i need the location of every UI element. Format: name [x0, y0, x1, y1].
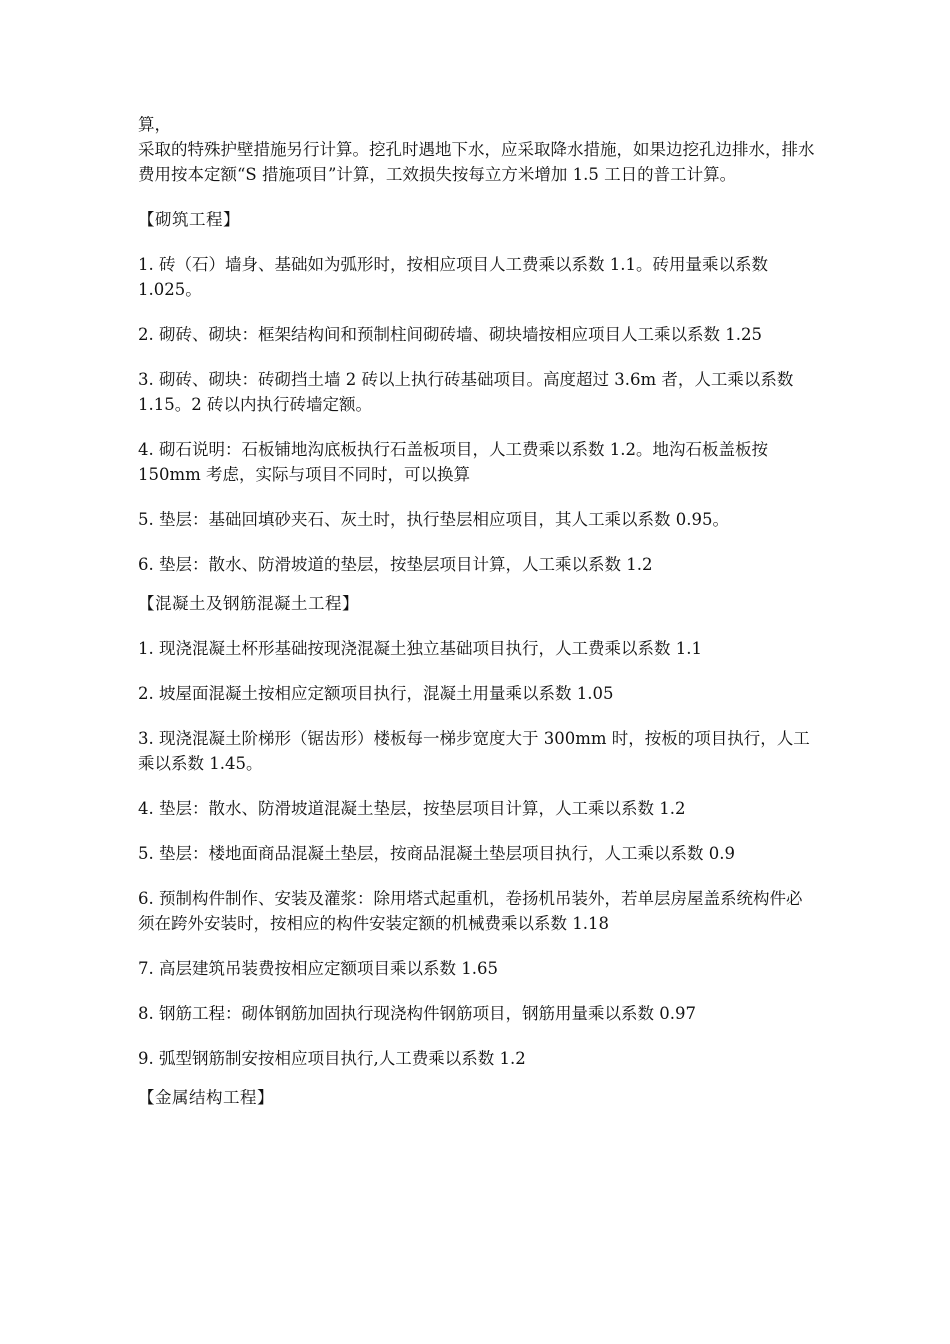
list-item: 5. 垫层：基础回填砂夹石、灰土时，执行垫层相应项目，其人工乘以系数 0.95。 [138, 510, 729, 529]
list-item: 3. 现浇混凝土阶梯形（锯齿形）楼板每一梯步宽度大于 300mm 时，按板的项目执行，人工乘以系数 1.45。 [138, 729, 810, 773]
list-item: 2. 砌砖、砌块：框架结构间和预制柱间砌砖墙、砌块墙按相应项目人工乘以系数 1.25 [138, 325, 762, 344]
list-item: 8. 钢筋工程：砌体钢筋加固执行现浇构件钢筋项目，钢筋用量乘以系数 0.97 [138, 1004, 696, 1023]
list-item: 7. 高层建筑吊装费按相应定额项目乘以系数 1.65 [138, 959, 498, 978]
section-heading-metal-structure: 【金属结构工程】 [138, 1088, 274, 1107]
list-item: 6. 预制构件制作、安装及灌浆：除用塔式起重机，卷扬机吊装外，若单层房屋盖系统构件必须在跨外安装时，按相应的构件安装定额的机械费乘以系数 1.18 [138, 889, 803, 933]
section-heading-concrete: 【混凝土及钢筋混凝土工程】 [138, 594, 359, 613]
list-item: 6. 垫层：散水、防滑坡道的垫层，按垫层项目计算，人工乘以系数 1.2 [138, 555, 653, 574]
intro-line-continuation: 算， [138, 115, 171, 134]
section-heading-masonry: 【砌筑工程】 [138, 210, 240, 229]
list-item: 4. 垫层：散水、防滑坡道混凝土垫层，按垫层项目计算，人工乘以系数 1.2 [138, 799, 686, 818]
list-item: 9. 弧型钢筋制安按相应项目执行,人工费乘以系数 1.2 [138, 1049, 526, 1068]
list-item: 3. 砌砖、砌块：砖砌挡土墙 2 砖以上执行砖基础项目。高度超过 3.6m 者，人工乘以系数 1.15。2 砖以内执行砖墙定额。 [138, 370, 794, 414]
list-item: 2. 坡屋面混凝土按相应定额项目执行，混凝土用量乘以系数 1.05 [138, 684, 614, 703]
document-body [138, 112, 818, 1110]
list-item: 5. 垫层：楼地面商品混凝土垫层，按商品混凝土垫层项目执行，人工乘以系数 0.9 [138, 844, 735, 863]
intro-paragraph: 采取的特殊护壁措施另行计算。挖孔时遇地下水，应采取降水措施，如果边挖孔边排水，排水费用按本定额“S 措施项目”计算，工效损失按每立方米增加 1.5 工日的普工计算。 [138, 140, 815, 184]
list-item: 1. 现浇混凝土杯形基础按现浇混凝土独立基础项目执行，人工费乘以系数 1.1 [138, 639, 702, 658]
list-item: 1. 砖（石）墙身、基础如为弧形时，按相应项目人工费乘以系数 1.1。砖用量乘以系数 1.025。 [138, 255, 768, 299]
list-item: 4. 砌石说明：石板铺地沟底板执行石盖板项目，人工费乘以系数 1.2。地沟石板盖板按 150mm 考虑，实际与项目不同时，可以换算 [138, 440, 768, 484]
